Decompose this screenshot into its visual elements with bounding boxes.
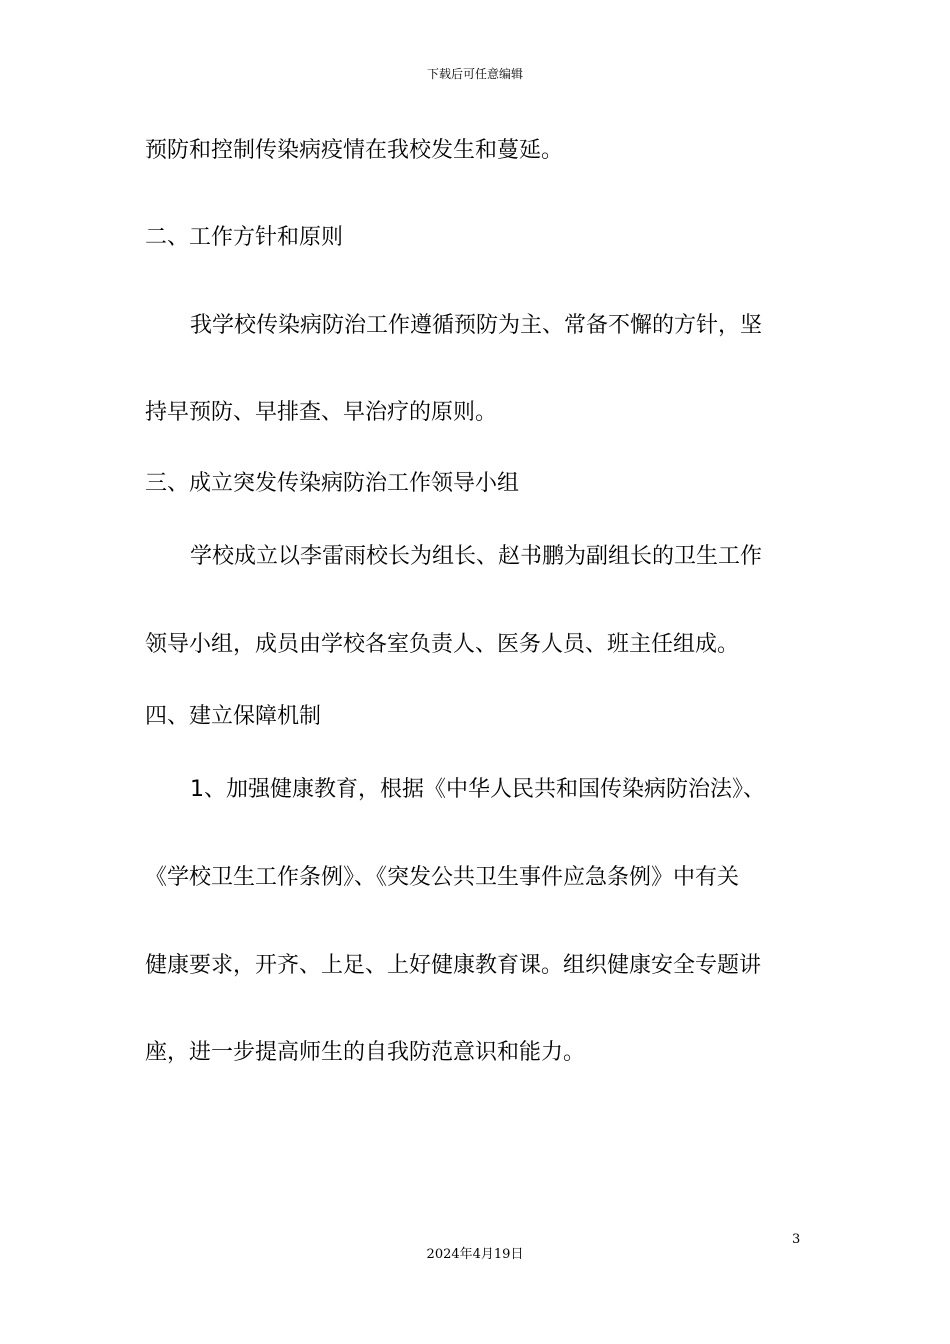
body-line-10: 《学校卫生工作条例》、《突发公共卫生事件应急条例》中有关 — [145, 865, 740, 890]
section-heading-3: 三、成立突发传染病防治工作领导小组 — [145, 471, 520, 496]
body-line-6: 学校成立以李雷雨校长为组长、赵书鹏为副组长的卫生工作 — [190, 544, 763, 569]
body-line-1: 预防和控制传染病疫情在我校发生和蔓延。 — [145, 138, 564, 163]
body-line-11: 健康要求，开齐、上足、上好健康教育课。组织健康安全专题讲 — [145, 953, 762, 978]
body-line-12: 座，进一步提高师生的自我防范意识和能力。 — [145, 1040, 586, 1065]
body-line-4: 持早预防、早排查、早治疗的原则。 — [145, 400, 498, 425]
body-line-9: 1、加强健康教育，根据《中华人民共和国传染病防治法》、 — [190, 777, 765, 802]
body-line-7: 领导小组，成员由学校各室负责人、医务人员、班主任组成。 — [145, 632, 740, 657]
footer-date: 2024年4月19日 — [426, 1247, 524, 1262]
body-line-3: 我学校传染病防治工作遵循预防为主、常备不懈的方针，坚 — [190, 313, 763, 338]
page-header: 下载后可任意编辑 — [426, 67, 523, 81]
section-heading-2: 二、工作方针和原则 — [145, 225, 344, 250]
section-heading-4: 四、建立保障机制 — [145, 704, 322, 729]
page-number: 3 — [792, 1232, 801, 1247]
